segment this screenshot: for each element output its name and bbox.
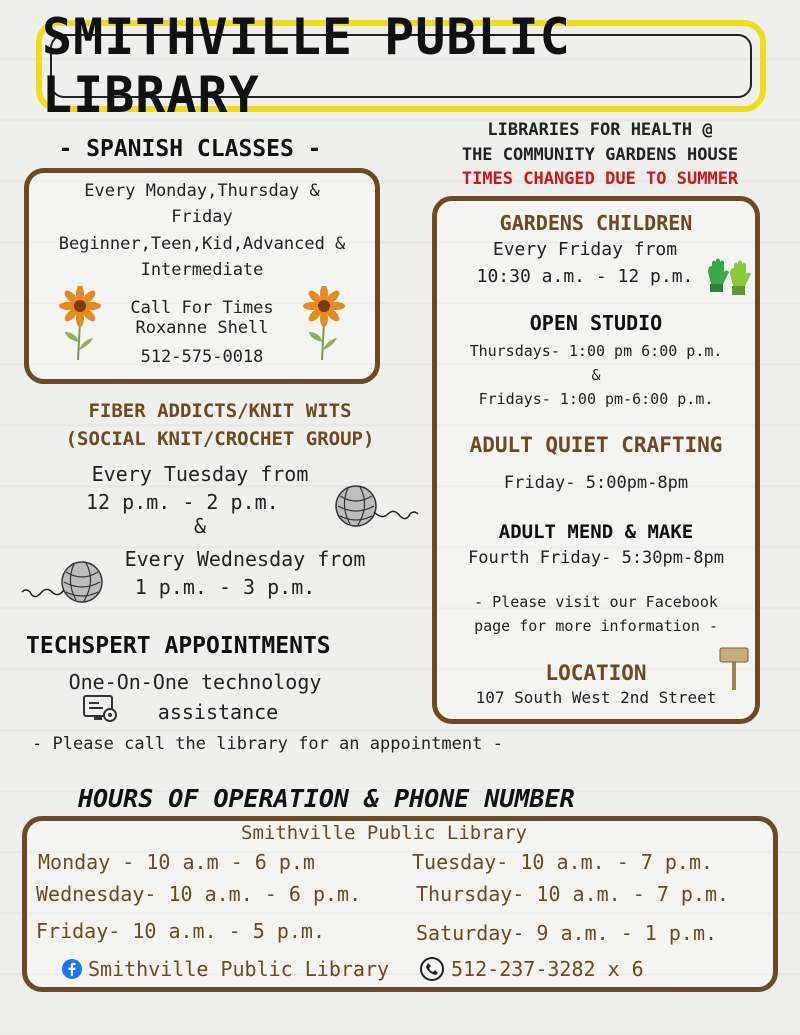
gardens-line2: 10:30 a.m. - 12 p.m. [476, 266, 694, 287]
fiber-title [20, 398, 420, 453]
flower-icon [58, 286, 102, 362]
phone-icon [419, 956, 445, 982]
location-title: LOCATION [545, 661, 647, 685]
tech-line1: One-On-One technology [68, 670, 322, 694]
hours-thursday: Thursday- 10 a.m. - 7 p.m. [416, 882, 730, 906]
garden-sign-icon [718, 644, 750, 690]
fiber-line1: Every Tuesday from [91, 462, 309, 486]
hours-monday: Monday - 10 a.m - 6 p.m [38, 850, 315, 874]
title-banner [36, 8, 766, 124]
studio-schedule [440, 339, 752, 411]
health-header [412, 118, 788, 192]
facebook-link[interactable]: Smithville Public Library [88, 957, 390, 981]
computer-icon [82, 694, 118, 724]
health-line1: LIBRARIES FOR HEALTH @ [487, 120, 713, 140]
mend-title: ADULT MEND & MAKE [498, 521, 694, 543]
spanish-contact-name: Roxanne Shell [135, 318, 269, 339]
studio-amp: & [591, 366, 601, 384]
fb-note-line2: page for more information - [474, 617, 718, 635]
page-title: SMITHVILLE PUBLIC LIBRARY [42, 8, 571, 124]
spanish-heading: - SPANISH CLASSES - [58, 136, 322, 162]
fiber-title-line2: (SOCIAL KNIT/CROCHET GROUP) [65, 427, 375, 450]
tech-title: TECHSPERT APPOINTMENTS [26, 633, 331, 659]
studio-title: OPEN STUDIO [529, 311, 663, 335]
spanish-line3: Beginner,Teen,Kid,Advanced & [58, 233, 346, 254]
quiet-title: ADULT QUIET CRAFTING [469, 433, 723, 457]
fiber-line3: Every Wednesday from [124, 547, 366, 571]
facebook-note [440, 590, 752, 638]
fb-note-line1: - Please visit our Facebook [474, 593, 718, 611]
hours-tuesday: Tuesday- 10 a.m. - 7 p.m. [412, 850, 714, 874]
mend-schedule: Fourth Friday- 5:30pm-8pm [468, 548, 724, 568]
hours-contact-row [62, 956, 644, 982]
location-address: 107 South West 2nd Street [475, 688, 717, 707]
hours-library-name: Smithville Public Library [241, 822, 527, 844]
spanish-phone: 512-575-0018 [140, 346, 264, 367]
hours-wednesday: Wednesday- 10 a.m. - 6 p.m. [36, 882, 362, 906]
spanish-line1: Every Monday,Thursday & [84, 181, 320, 201]
hours-saturday: Saturday- 9 a.m. - 1 p.m. [416, 921, 718, 945]
fiber-tuesday [60, 460, 340, 540]
fiber-wednesday [100, 545, 390, 601]
gloves-icon [704, 258, 752, 300]
summer-notice: TIMES CHANGED DUE TO SUMMER [461, 169, 739, 190]
library-phone[interactable]: 512-237-3282 x 6 [451, 957, 644, 981]
tech-line2: assistance [157, 700, 279, 724]
yarn-ball-icon [334, 484, 420, 528]
spanish-line2: Friday [171, 207, 233, 228]
tech-note: - Please call the library for an appointment - [32, 734, 503, 754]
spanish-call: Call For Times [130, 298, 274, 318]
health-line2: THE COMMUNITY GARDENS HOUSE [461, 144, 739, 165]
facebook-icon[interactable] [62, 959, 82, 979]
hours-friday: Friday- 10 a.m. - 5 p.m. [36, 919, 325, 943]
spanish-schedule [30, 178, 374, 283]
spanish-line4: Intermediate [140, 260, 264, 281]
fiber-line4: 1 p.m. - 3 p.m. [134, 575, 316, 599]
fiber-amp: & [193, 514, 207, 538]
flower-icon [302, 286, 346, 362]
spanish-contact [110, 298, 294, 367]
studio-line2: Fridays- 1:00 pm-6:00 p.m. [478, 390, 714, 408]
fiber-line2: 12 p.m. - 2 p.m. [86, 490, 279, 514]
hours-title: HOURS OF OPERATION & PHONE NUMBER [78, 784, 575, 813]
gardens-title: GARDENS CHILDREN [499, 211, 693, 235]
yarn-ball-icon [20, 560, 106, 606]
studio-line1: Thursdays- 1:00 pm 6:00 p.m. [469, 342, 723, 360]
fiber-title-line1: FIBER ADDICTS/KNIT WITS [88, 400, 352, 422]
gardens-schedule [440, 236, 730, 290]
quiet-schedule: Friday- 5:00pm-8pm [503, 473, 689, 493]
gardens-line1: Every Friday from [492, 239, 678, 260]
